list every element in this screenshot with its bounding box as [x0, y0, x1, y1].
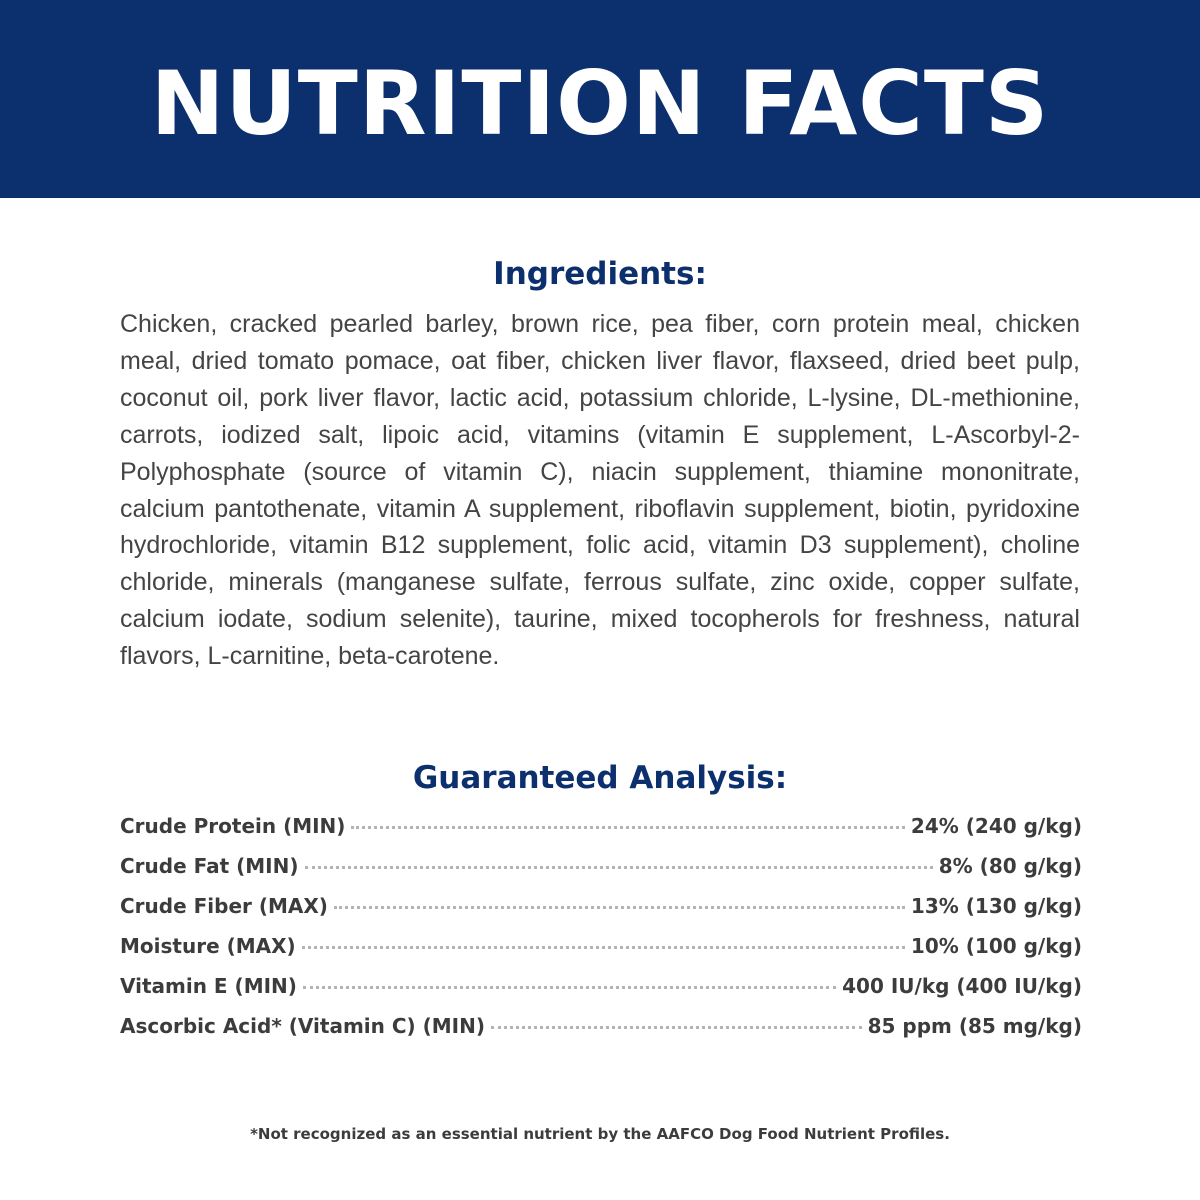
analysis-row-vitamin-e — [120, 974, 1082, 1014]
header-band — [0, 0, 1200, 198]
analysis-value: 8% (80 g/kg) — [938, 854, 1082, 878]
analysis-value: 400 IU/kg (400 IU/kg) — [842, 974, 1082, 998]
footnote: *Not recognized as an essential nutrient by the AAFCO Dog Food Nutrient Profiles. — [250, 1125, 950, 1143]
ingredients-heading: Ingredients: — [493, 256, 707, 292]
analysis-label: Vitamin E (MIN) — [120, 974, 297, 998]
guaranteed-analysis-table — [120, 814, 1082, 1054]
dot-leader — [334, 906, 905, 909]
dot-leader — [351, 826, 904, 829]
dot-leader — [302, 946, 905, 949]
page-title: NUTRITION FACTS — [150, 52, 1050, 155]
analysis-value: 10% (100 g/kg) — [910, 934, 1082, 958]
analysis-row-crude-fiber — [120, 894, 1082, 934]
analysis-value: 24% (240 g/kg) — [910, 814, 1082, 838]
dot-leader — [303, 986, 836, 989]
analysis-row-ascorbic-acid — [120, 1014, 1082, 1054]
analysis-label: Moisture (MAX) — [120, 934, 296, 958]
analysis-row-moisture — [120, 934, 1082, 974]
analysis-row-crude-fat — [120, 854, 1082, 894]
guaranteed-analysis-heading: Guaranteed Analysis: — [412, 760, 788, 796]
analysis-label: Crude Fat (MIN) — [120, 854, 299, 878]
analysis-label: Crude Fiber (MAX) — [120, 894, 328, 918]
analysis-value: 13% (130 g/kg) — [910, 894, 1082, 918]
analysis-label: Ascorbic Acid* (Vitamin C) (MIN) — [120, 1014, 485, 1038]
dot-leader — [305, 866, 933, 869]
ingredients-list: Chicken, cracked pearled barley, brown rice, pea fiber, corn protein meal, chicken meal, dried tomato pomace, oat fiber, chicken liver flavor, flaxseed, dried beet pulp, coconut oil, pork liver flavor, lactic acid, potassium chloride, L-lysine, DL-methionine, carrots, iodized salt, lipoic acid, vitamins (vitamin E supplement, L-Ascorbyl-2-Polyphosphate (source of vitamin C), niacin supplement, thiamine mononitrate, calcium pantothenate, vitamin A supplement, riboflavin supplement, biotin, pyridoxine hydrochloride, vitamin B12 supplement, folic acid, vitamin D3 supplement), choline chloride, minerals (manganese sulfate, ferrous sulfate, zinc oxide, copper sulfate, calcium iodate, sodium selenite), taurine, mixed tocopherols for freshness, natural flavors, L-carnitine, beta-carotene. — [120, 310, 1080, 671]
dot-leader — [491, 1026, 862, 1029]
analysis-row-crude-protein — [120, 814, 1082, 854]
analysis-label: Crude Protein (MIN) — [120, 814, 346, 838]
analysis-value: 85 ppm (85 mg/kg) — [867, 1014, 1082, 1038]
